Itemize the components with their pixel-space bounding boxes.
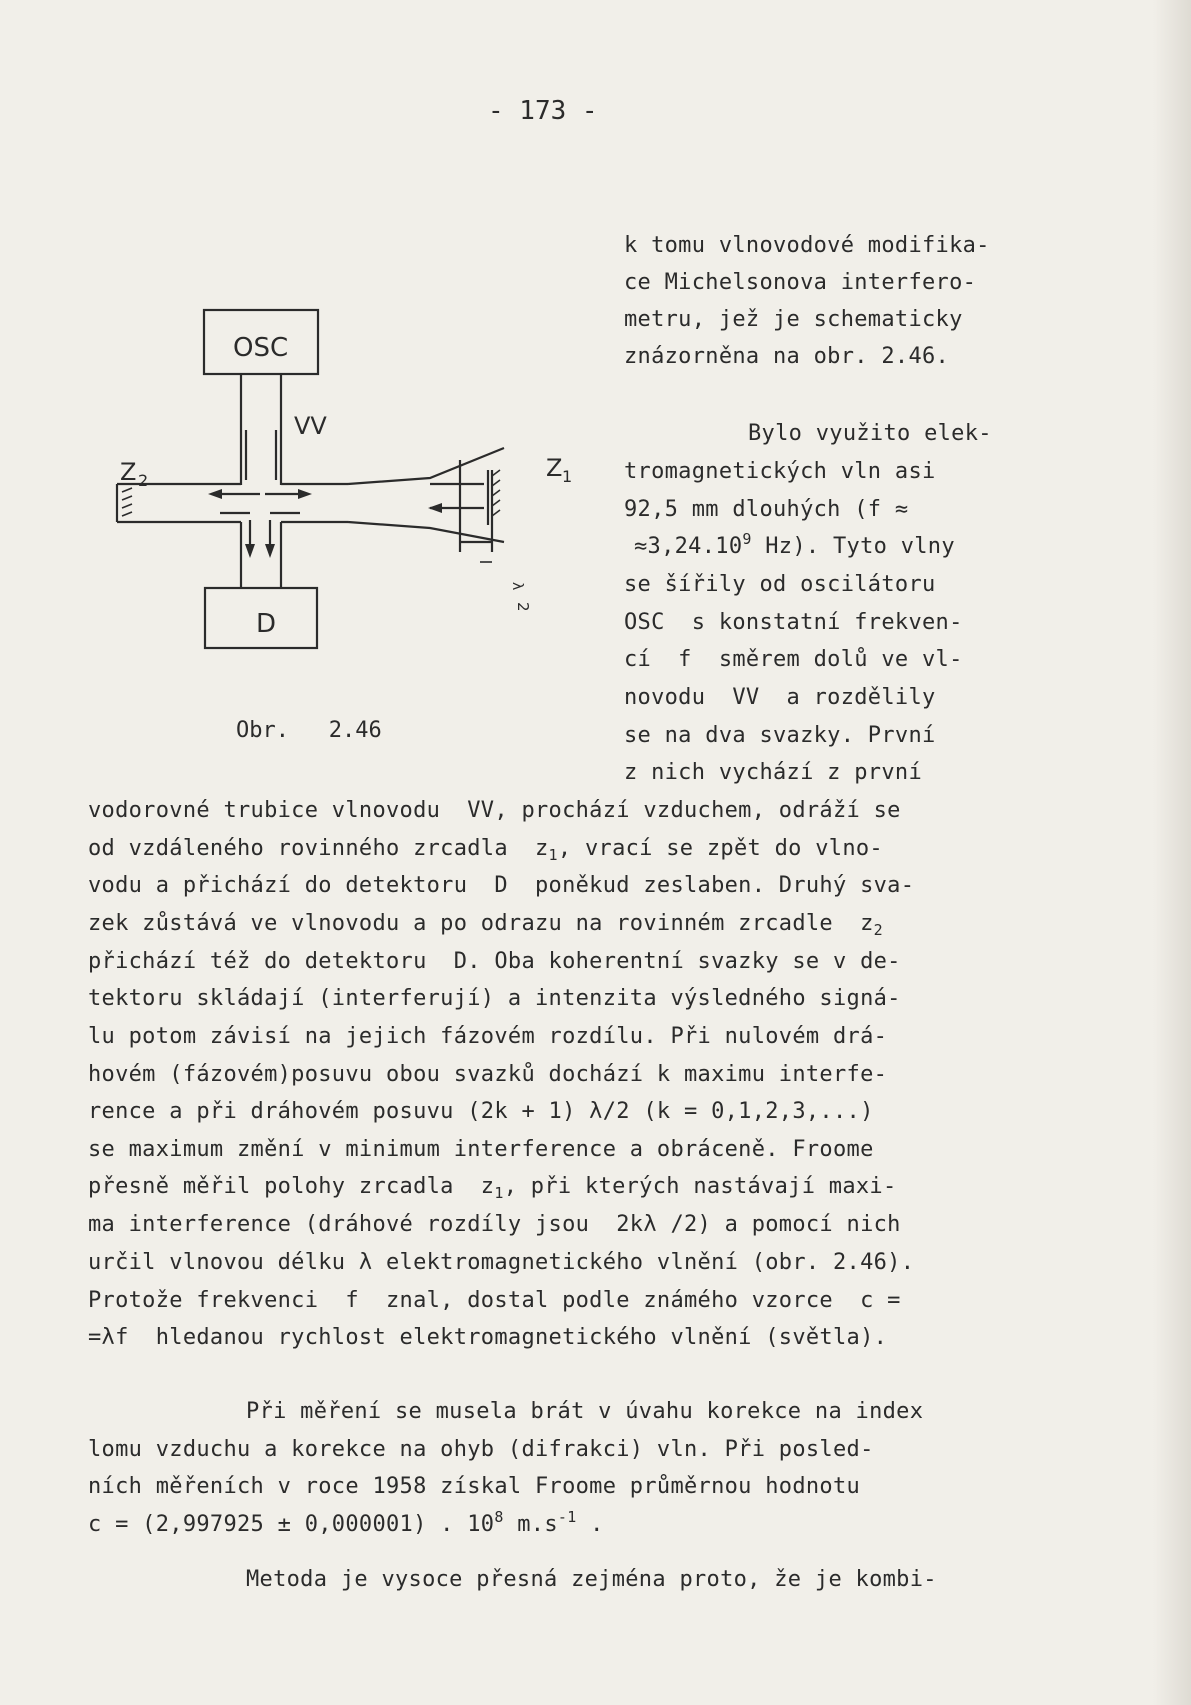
lambda-label: λ — [509, 582, 525, 591]
text-line — [624, 270, 976, 296]
page-edge — [1153, 0, 1191, 1705]
text-line — [624, 233, 990, 259]
text-segment: cí f směrem dolů ve vl- — [624, 647, 963, 672]
text-line — [624, 307, 963, 333]
text-line — [624, 723, 936, 749]
text-line — [88, 1288, 901, 1314]
text-segment: se šířily od oscilátoru — [624, 572, 936, 597]
text-segment: přesně měřil polohy zrcadla z — [88, 1174, 495, 1199]
text-segment: lu potom závisí na jejich fázovém rozdílu. Při nulovém drá- — [88, 1024, 888, 1049]
superscript: -1 — [557, 1508, 577, 1526]
text-segment: tromagnetických vln asi — [624, 459, 936, 484]
figure-caption: Obr. 2.46 — [236, 718, 382, 743]
text-segment: m.s — [503, 1512, 558, 1537]
text-segment: ma interference (dráhové rozdíly jsou 2kλ /2) a pomocí nich — [88, 1212, 901, 1237]
text-segment: znázorněna na obr. 2.46. — [624, 344, 950, 369]
text-line — [748, 421, 992, 447]
text-segment: . — [576, 1512, 604, 1537]
text-segment: Při měření se musela brát v úvahu korekce na index — [246, 1399, 924, 1424]
subscript: 1 — [548, 846, 558, 864]
text-line — [624, 647, 963, 673]
text-line — [88, 1437, 874, 1463]
text-line — [624, 572, 936, 598]
osc-label: OSC — [233, 333, 289, 363]
text-line — [88, 1099, 874, 1125]
superscript: 8 — [494, 1508, 504, 1526]
text-line — [88, 798, 901, 824]
d-label: D — [256, 609, 277, 639]
text-line — [624, 497, 908, 523]
text-segment: určil vlnovou délku λ elektromagnetického vlnění (obr. 2.46). — [88, 1250, 915, 1275]
text-line — [634, 530, 955, 560]
text-line — [624, 760, 922, 786]
text-line — [88, 986, 901, 1012]
text-line — [88, 1062, 887, 1088]
superscript: 9 — [742, 530, 752, 548]
text-segment: se maximum změní v minimum interference a obráceně. Froome — [88, 1137, 874, 1162]
text-line — [88, 1137, 874, 1163]
lambda-half-denominator: 2 — [514, 602, 532, 612]
z1-label: Z — [546, 454, 563, 482]
text-segment: novodu VV a rozdělily — [624, 685, 936, 710]
text-segment: Metoda je vysoce přesná zejména proto, že je kombi- — [246, 1567, 937, 1592]
text-line — [624, 610, 963, 636]
text-line — [88, 1024, 887, 1050]
text-line — [88, 911, 883, 937]
text-segment: se na dva svazky. První — [624, 723, 936, 748]
text-segment: hovém (fázovém)posuvu obou svazků dochází k maximu interfe- — [88, 1062, 888, 1087]
vv-label: VV — [294, 412, 327, 440]
text-line — [88, 1508, 604, 1538]
text-line — [624, 344, 949, 370]
text-segment: ce Michelsonova interfero- — [624, 270, 977, 295]
text-segment: od vzdáleného rovinného zrcadla z — [88, 836, 549, 861]
text-segment: zek zůstává ve vlnovodu a po odrazu na rovinném zrcadle z — [88, 911, 874, 936]
text-segment: =λf hledanou rychlost elektromagnetického vlnění (světla). — [88, 1325, 888, 1350]
text-segment: OSC s konstatní frekven- — [624, 610, 963, 635]
text-segment: Hz). Tyto vlny — [751, 534, 955, 559]
text-line — [246, 1567, 937, 1593]
text-line — [88, 1174, 897, 1200]
subscript: 2 — [873, 921, 883, 939]
text-segment: Bylo využito elek- — [748, 421, 992, 446]
text-line — [88, 836, 883, 862]
text-segment: vodorovné trubice vlnovodu VV, prochází vzduchem, odráží se — [88, 798, 901, 823]
michelson-waveguide-diagram — [100, 290, 600, 639]
text-segment: tektoru skládají (interferují) a intenzita výsledného signá- — [88, 986, 901, 1011]
text-line — [88, 1474, 860, 1500]
text-segment: přichází též do detektoru D. Oba koherentní svazky se v de- — [88, 949, 901, 974]
subscript: 1 — [494, 1184, 504, 1202]
text-segment: z nich vychází z první — [624, 760, 922, 785]
text-line — [88, 949, 901, 975]
text-line — [88, 1325, 887, 1351]
text-segment: vodu a přichází do detektoru D poněkud zeslaben. Druhý sva- — [88, 873, 915, 898]
page-number: - 173 - — [488, 96, 598, 126]
text-line — [88, 1212, 901, 1238]
text-line — [88, 1250, 914, 1276]
text-line — [88, 873, 914, 899]
text-segment: k tomu vlnovodové modifika- — [624, 233, 990, 258]
text-line — [624, 685, 936, 711]
z1-label-sub: 1 — [562, 467, 573, 486]
text-segment: c = (2,997925 ± 0,000001) . 10 — [88, 1512, 495, 1537]
z2-label: Z — [120, 458, 137, 486]
text-segment: Protože frekvenci f znal, dostal podle známého vzorce c = — [88, 1288, 901, 1313]
text-segment: , vrací se zpět do vlno- — [557, 836, 883, 861]
text-segment: ních měřeních v roce 1958 získal Froome průměrnou hodnotu — [88, 1474, 861, 1499]
text-line — [624, 459, 936, 485]
text-line — [246, 1399, 923, 1425]
text-segment: lomu vzduchu a korekce na ohyb (difrakci) vln. Při posled- — [88, 1437, 874, 1462]
text-segment: ≈3,24.10 — [634, 534, 743, 559]
z2-label-sub: 2 — [138, 471, 149, 490]
text-segment: , při kterých nastávají maxi- — [503, 1174, 897, 1199]
text-segment: 92,5 mm dlouhých (f ≈ — [624, 497, 909, 522]
text-segment: metru, jež je schematicky — [624, 307, 963, 332]
text-segment: rence a při dráhovém posuvu (2k + 1) λ/2 (k = 0,1,2,3,...) — [88, 1099, 874, 1124]
